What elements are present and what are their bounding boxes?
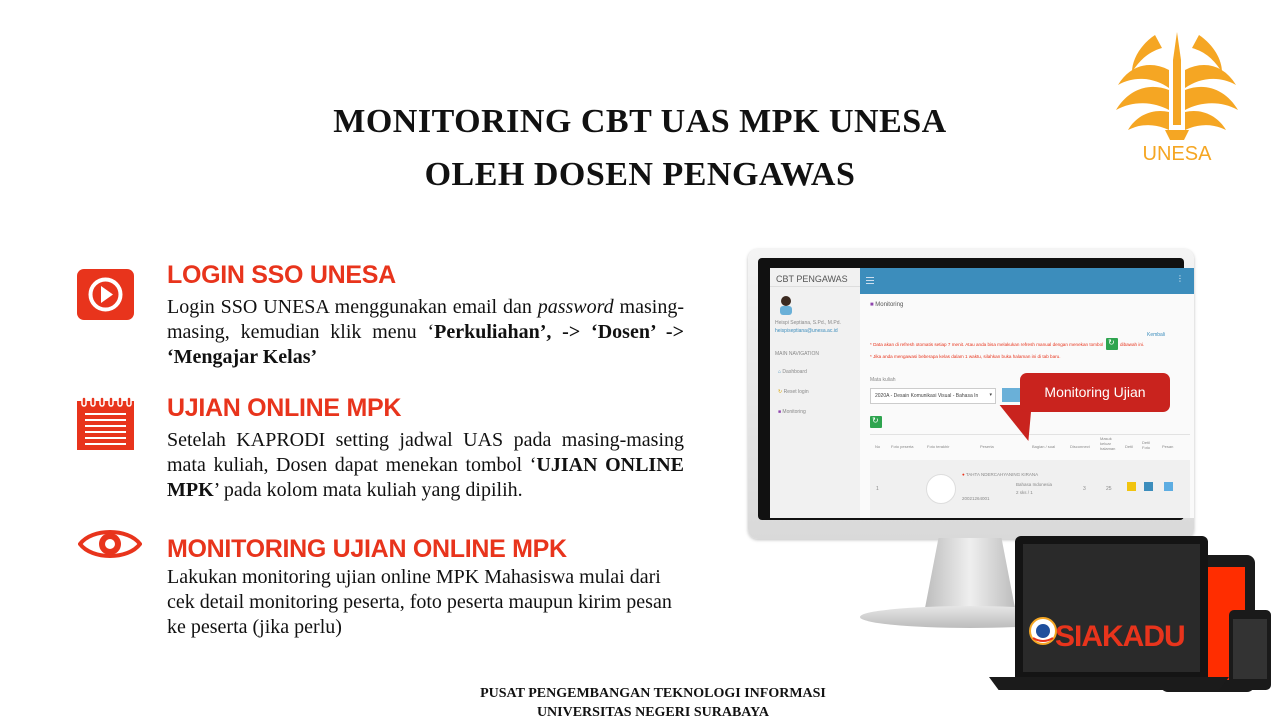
more-icon[interactable]: ⋮ <box>1176 274 1184 283</box>
col-no: No <box>875 444 881 449</box>
row-bagian: Bahasa Indonesia <box>1016 482 1053 487</box>
phone-mockup <box>1229 610 1271 690</box>
cbt-nav-monitoring[interactable]: ■ Monitoring <box>778 409 806 415</box>
col-detil-foto: Detil Foto <box>1142 440 1151 450</box>
logo-text: UNESA <box>1142 143 1212 165</box>
row-soal: 2 sks / 1 <box>1016 490 1033 495</box>
user-avatar-icon <box>778 295 794 315</box>
cbt-notice-2: * Jika anda mengawasi beberapa kelas dalam 1 waktu, silahkan buka halaman ini di tab baru. <box>870 354 1061 359</box>
detil-foto-button[interactable] <box>1144 482 1153 491</box>
laptop-base <box>989 677 1229 690</box>
section-text-ujian: Setelah KAPRODI setting jadwal UAS pada masing-masing mata kuliah, Dosen dapat menekan tombol ‘UJIAN ONLINE MPK’ pada kolom mata kuliah yang dipilih. <box>167 429 684 501</box>
page-subtitle: OLEH DOSEN PENGAWAS <box>424 156 856 193</box>
col-bagian: Bagian / soal <box>1032 444 1056 449</box>
siakadu-text: SIAKADU <box>1055 620 1185 653</box>
cbt-course-label: Mata kuliah <box>870 377 896 383</box>
table-refresh-button[interactable]: ↻ <box>870 416 882 428</box>
row-photo <box>926 474 956 504</box>
page-title: MONITORING CBT UAS MPK UNESA <box>333 103 947 140</box>
monitoring-callout: Monitoring Ujian <box>1020 373 1170 412</box>
detil-button[interactable] <box>1127 482 1136 491</box>
cbt-notice-1-end: dibawah ini. <box>1120 342 1145 347</box>
cbt-nav-reset-login[interactable]: ↻ Reset login <box>778 389 809 395</box>
monitor-stand <box>925 538 1015 608</box>
col-foto-terakhir: Foto terakhir <box>927 444 950 449</box>
cbt-user-email: heispiseptiana@unesa.ac.id <box>775 328 838 334</box>
footer-line-2: UNIVERSITAS NEGERI SURABAYA <box>536 705 770 720</box>
course-submit-button[interactable] <box>1002 388 1020 402</box>
eye-icon <box>78 526 142 562</box>
cbt-topbar <box>860 268 1194 294</box>
row-disconnect: 3 <box>1083 486 1086 492</box>
col-disconnect: Disconnect <box>1070 444 1090 449</box>
section-heading-monitoring: MONITORING UJIAN ONLINE MPK <box>167 535 567 563</box>
col-detil: Detil <box>1125 444 1134 449</box>
section-text-monitoring: Lakukan monitoring ujian online MPK Mahasiswa mulai dari cek detail monitoring peserta, foto peserta maupun kirim pesan ke peserta (jika perlu) <box>167 566 672 638</box>
cbt-page-title: ■ Monitoring <box>870 302 904 308</box>
section-heading-ujian: UJIAN ONLINE MPK <box>167 394 402 422</box>
cbt-nav-dashboard[interactable]: ⌂ Dashboard <box>778 369 807 375</box>
phone-screen <box>1233 619 1267 679</box>
col-pesan: Pesan <box>1162 444 1174 449</box>
laptop-mockup <box>1015 536 1208 678</box>
notepad-icon <box>77 397 134 450</box>
row-name: ● TAHTA NDERCAHYANING KIRANA <box>962 472 1039 477</box>
cbt-user-name: Heispi Septiana, S.Pd., M.Pd. <box>775 320 841 326</box>
footer-line-1: PUSAT PENGEMBANGAN TEKNOLOGI INFORMASI <box>480 686 826 701</box>
col-foto-peserta: Foto peserta <box>891 444 914 449</box>
cbt-notice-1: * Data akan di refresh otomatis setiap 7 menit. Atau anda bisa melakukan refresh manual dengan menekan tombol <box>870 342 1104 347</box>
section-text-login: Login SSO UNESA menggunakan email dan password masing-masing, kemudian klik menu ‘Perkuliahan’, -> ‘Dosen’ -> ‘Mengajar Kelas’ <box>167 296 684 368</box>
col-masuk: Masuk keluar halaman <box>1100 436 1116 451</box>
pesan-button[interactable] <box>1164 482 1173 491</box>
row-no: 1 <box>876 486 879 492</box>
row-nim: 20021264001 <box>962 496 990 501</box>
chevron-down-icon: ▾ <box>989 392 992 398</box>
cbt-sidebar <box>770 268 861 518</box>
table-row <box>870 460 1190 518</box>
course-select[interactable]: 2020A - Desain Komunikasi Visual - Bahasa In ▾ <box>870 388 996 404</box>
cbt-back-link[interactable]: Kembali <box>1147 332 1166 338</box>
refresh-button[interactable]: ↻ <box>1106 338 1118 350</box>
menu-icon[interactable] <box>866 277 874 278</box>
siakadu-logo-icon <box>1028 616 1058 646</box>
col-peserta: Peserta <box>980 444 994 449</box>
unesa-logo <box>1110 30 1244 165</box>
play-icon <box>77 269 134 320</box>
row-masuk: 25 <box>1106 486 1112 492</box>
cbt-app-title: CBT PENGAWAS <box>776 274 848 284</box>
section-heading-login: LOGIN SSO UNESA <box>167 261 396 289</box>
cbt-nav-header: MAIN NAVIGATION <box>775 351 819 357</box>
